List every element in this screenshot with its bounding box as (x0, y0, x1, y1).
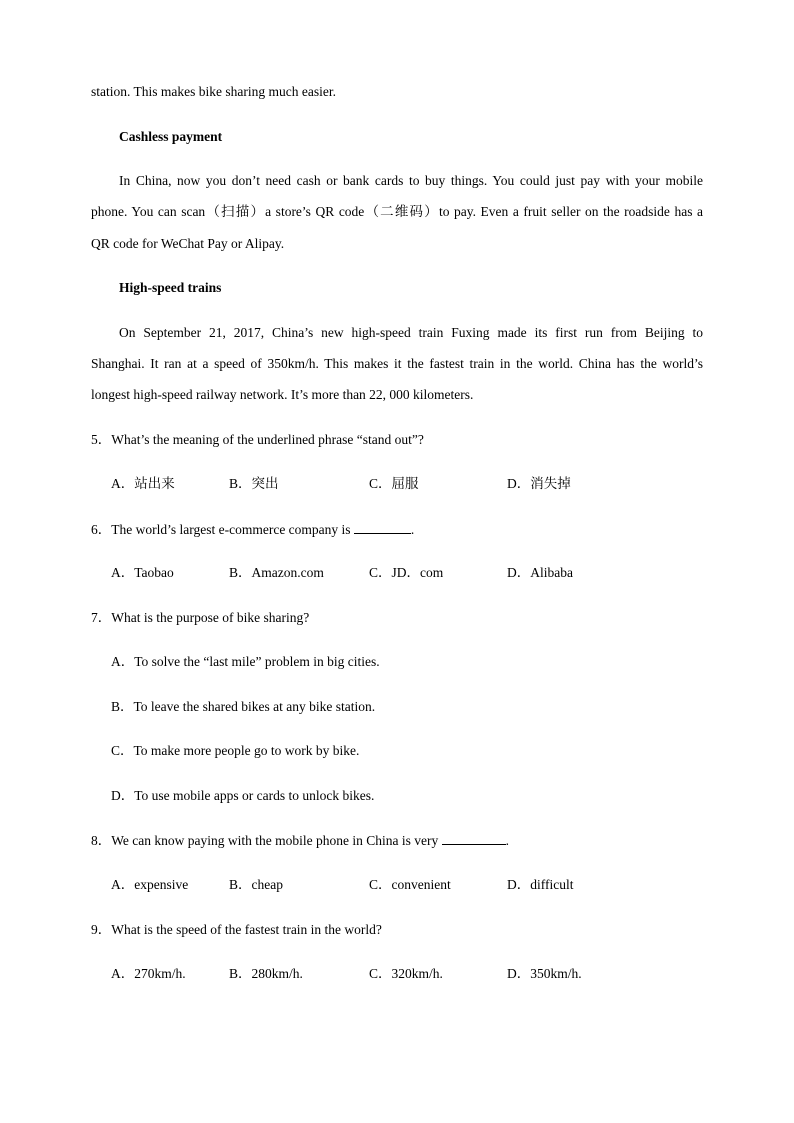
trains-paragraph-line-3: longest high-speed railway network. It’s more than 22, 000 kilometers. (91, 387, 474, 402)
question-text: What is the speed of the fastest train in the world? (111, 922, 382, 937)
question-text: We can know paying with the mobile phone in China is very (111, 833, 442, 848)
question-9-option-c: C．320km/h. (369, 966, 443, 981)
question-text-end: . (410, 522, 415, 537)
question-text: What’s the meaning of the underlined phrase “stand out”? (111, 432, 424, 447)
question-7-option-b: B．To leave the shared bikes at any bike station. (111, 699, 376, 714)
question-9-option-d: D．350km/h. (507, 966, 582, 981)
question-5-option-b: B．突出 (229, 476, 279, 491)
question-9-option-b: B．280km/h. (229, 966, 303, 981)
answer-blank (442, 831, 506, 845)
question-6 (91, 520, 414, 539)
question-5-option-d: D．消失掉 (507, 476, 571, 491)
question-6-option-d: D．Alibaba (507, 565, 573, 580)
question-8-option-c: C．convenient (369, 877, 451, 892)
question-8-option-d: D．difficult (507, 877, 574, 892)
answer-blank (354, 520, 411, 534)
question-number: 6． (91, 522, 112, 537)
question-7-option-a: A．To solve the “last mile” problem in big cities. (111, 654, 380, 669)
question-number: 5． (91, 432, 112, 447)
question-7 (91, 609, 309, 627)
question-7-option-d: D．To use mobile apps or cards to unlock bikes. (111, 788, 375, 803)
cashless-paragraph-line-2: phone. You can scan（扫描）a store’s QR code（二维码）to pay. Even a fruit seller on the roadside has a (91, 204, 703, 219)
question-6-option-a: A．Taobao (111, 565, 174, 580)
section-heading-cashless: Cashless payment (119, 129, 223, 144)
question-8-option-b: B．cheap (229, 877, 283, 892)
question-5 (91, 431, 424, 449)
cashless-paragraph-line-3: QR code for WeChat Pay or Alipay. (91, 236, 285, 251)
passage-continuation-line: station. This makes bike sharing much easier. (91, 84, 336, 99)
cashless-paragraph-line-1: In China, now you don’t need cash or bank cards to buy things. You could just pay with your mobile (119, 173, 703, 188)
question-6-option-b: B．Amazon.com (229, 565, 324, 580)
question-number: 8． (91, 833, 112, 848)
question-number: 7． (91, 610, 112, 625)
question-5-option-c: C．屈服 (369, 476, 419, 491)
question-number: 9． (91, 922, 112, 937)
question-8 (91, 831, 509, 850)
section-heading-trains: High-speed trains (119, 280, 222, 295)
question-text-end: . (505, 833, 509, 848)
trains-paragraph-line-2: Shanghai. It ran at a speed of 350km/h. This makes it the fastest train in the world. China has the world’s (91, 356, 703, 371)
question-text: What is the purpose of bike sharing? (111, 610, 310, 625)
question-5-option-a: A．站出来 (111, 476, 175, 491)
question-9 (91, 921, 382, 939)
trains-paragraph-line-1: On September 21, 2017, China’s new high-speed train Fuxing made its first run from Beijing to (119, 325, 703, 340)
question-7-option-c: C．To make more people go to work by bike. (111, 743, 360, 758)
question-9-option-a: A．270km/h. (111, 966, 186, 981)
question-6-option-c: C．JD．com (369, 565, 444, 580)
question-text: The world’s largest e-commerce company is (111, 522, 354, 537)
question-8-option-a: A．expensive (111, 877, 189, 892)
